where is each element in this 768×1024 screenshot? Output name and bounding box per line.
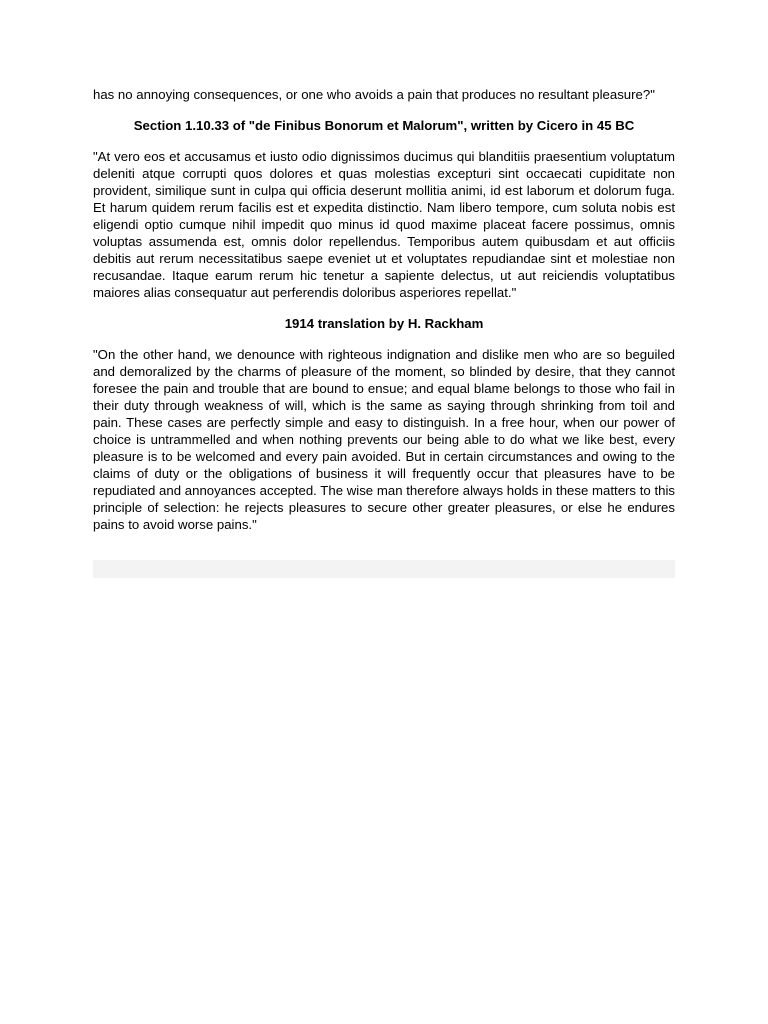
shaded-empty-block [93,560,675,578]
latin-paragraph: "At vero eos et accusamus et iusto odio dignissimos ducimus qui blanditiis praesentium voluptatum deleniti atque corrupti quos dolores et quas molestias excepturi sint occaecati cupiditate non provident, similique sunt in culpa qui officia deserunt mollitia animi, id est laborum et dolorum fuga. Et harum quidem rerum facilis est et expedita distinctio. Nam libero tempore, cum soluta nobis est eligendi optio cumque nihil impedit quo minus id quod maxime placeat facere possimus, omnis voluptas assumenda est, omnis dolor repellendus. Temporibus autem quibusdam et aut officiis debitis aut rerum necessitatibus saepe eveniet ut et voluptates repudiandae sint et molestiae non recusandae. Itaque earum rerum hic tenetur a sapiente delectus, ut aut reiciendis voluptatibus maiores alias consequatur aut perferendis doloribus asperiores repellat." [93,149,675,300]
translation-heading: 1914 translation by H. Rackham [284,316,484,331]
section-heading: Section 1.10.33 of "de Finibus Bonorum et Malorum", written by Cicero in 45 BC [133,118,635,133]
translation-paragraph: "On the other hand, we denounce with righteous indignation and dislike men who are so beguiled and demoralized by the charms of pleasure of the moment, so blinded by desire, that they cannot foresee the pain and trouble that are bound to ensue; and equal blame belongs to those who fail in their duty through weakness of will, which is the same as saying through shrinking from toil and pain. These cases are perfectly simple and easy to distinguish. In a free hour, when our power of choice is untrammelled and when nothing prevents our being able to do what we like best, every pleasure is to be welcomed and every pain avoided. But in certain circumstances and owing to the claims of duty or the obligations of business it will frequently occur that pleasures have to be repudiated and annoyances accepted. The wise man therefore always holds in these matters to this principle of selection: he rejects pleasures to secure other greater pleasures, or else he endures pains to avoid worse pains." [93,347,675,532]
document-body [93,86,675,533]
continuation-text: has no annoying consequences, or one who avoids a pain that produces no resultant pleasure?" [93,87,655,102]
